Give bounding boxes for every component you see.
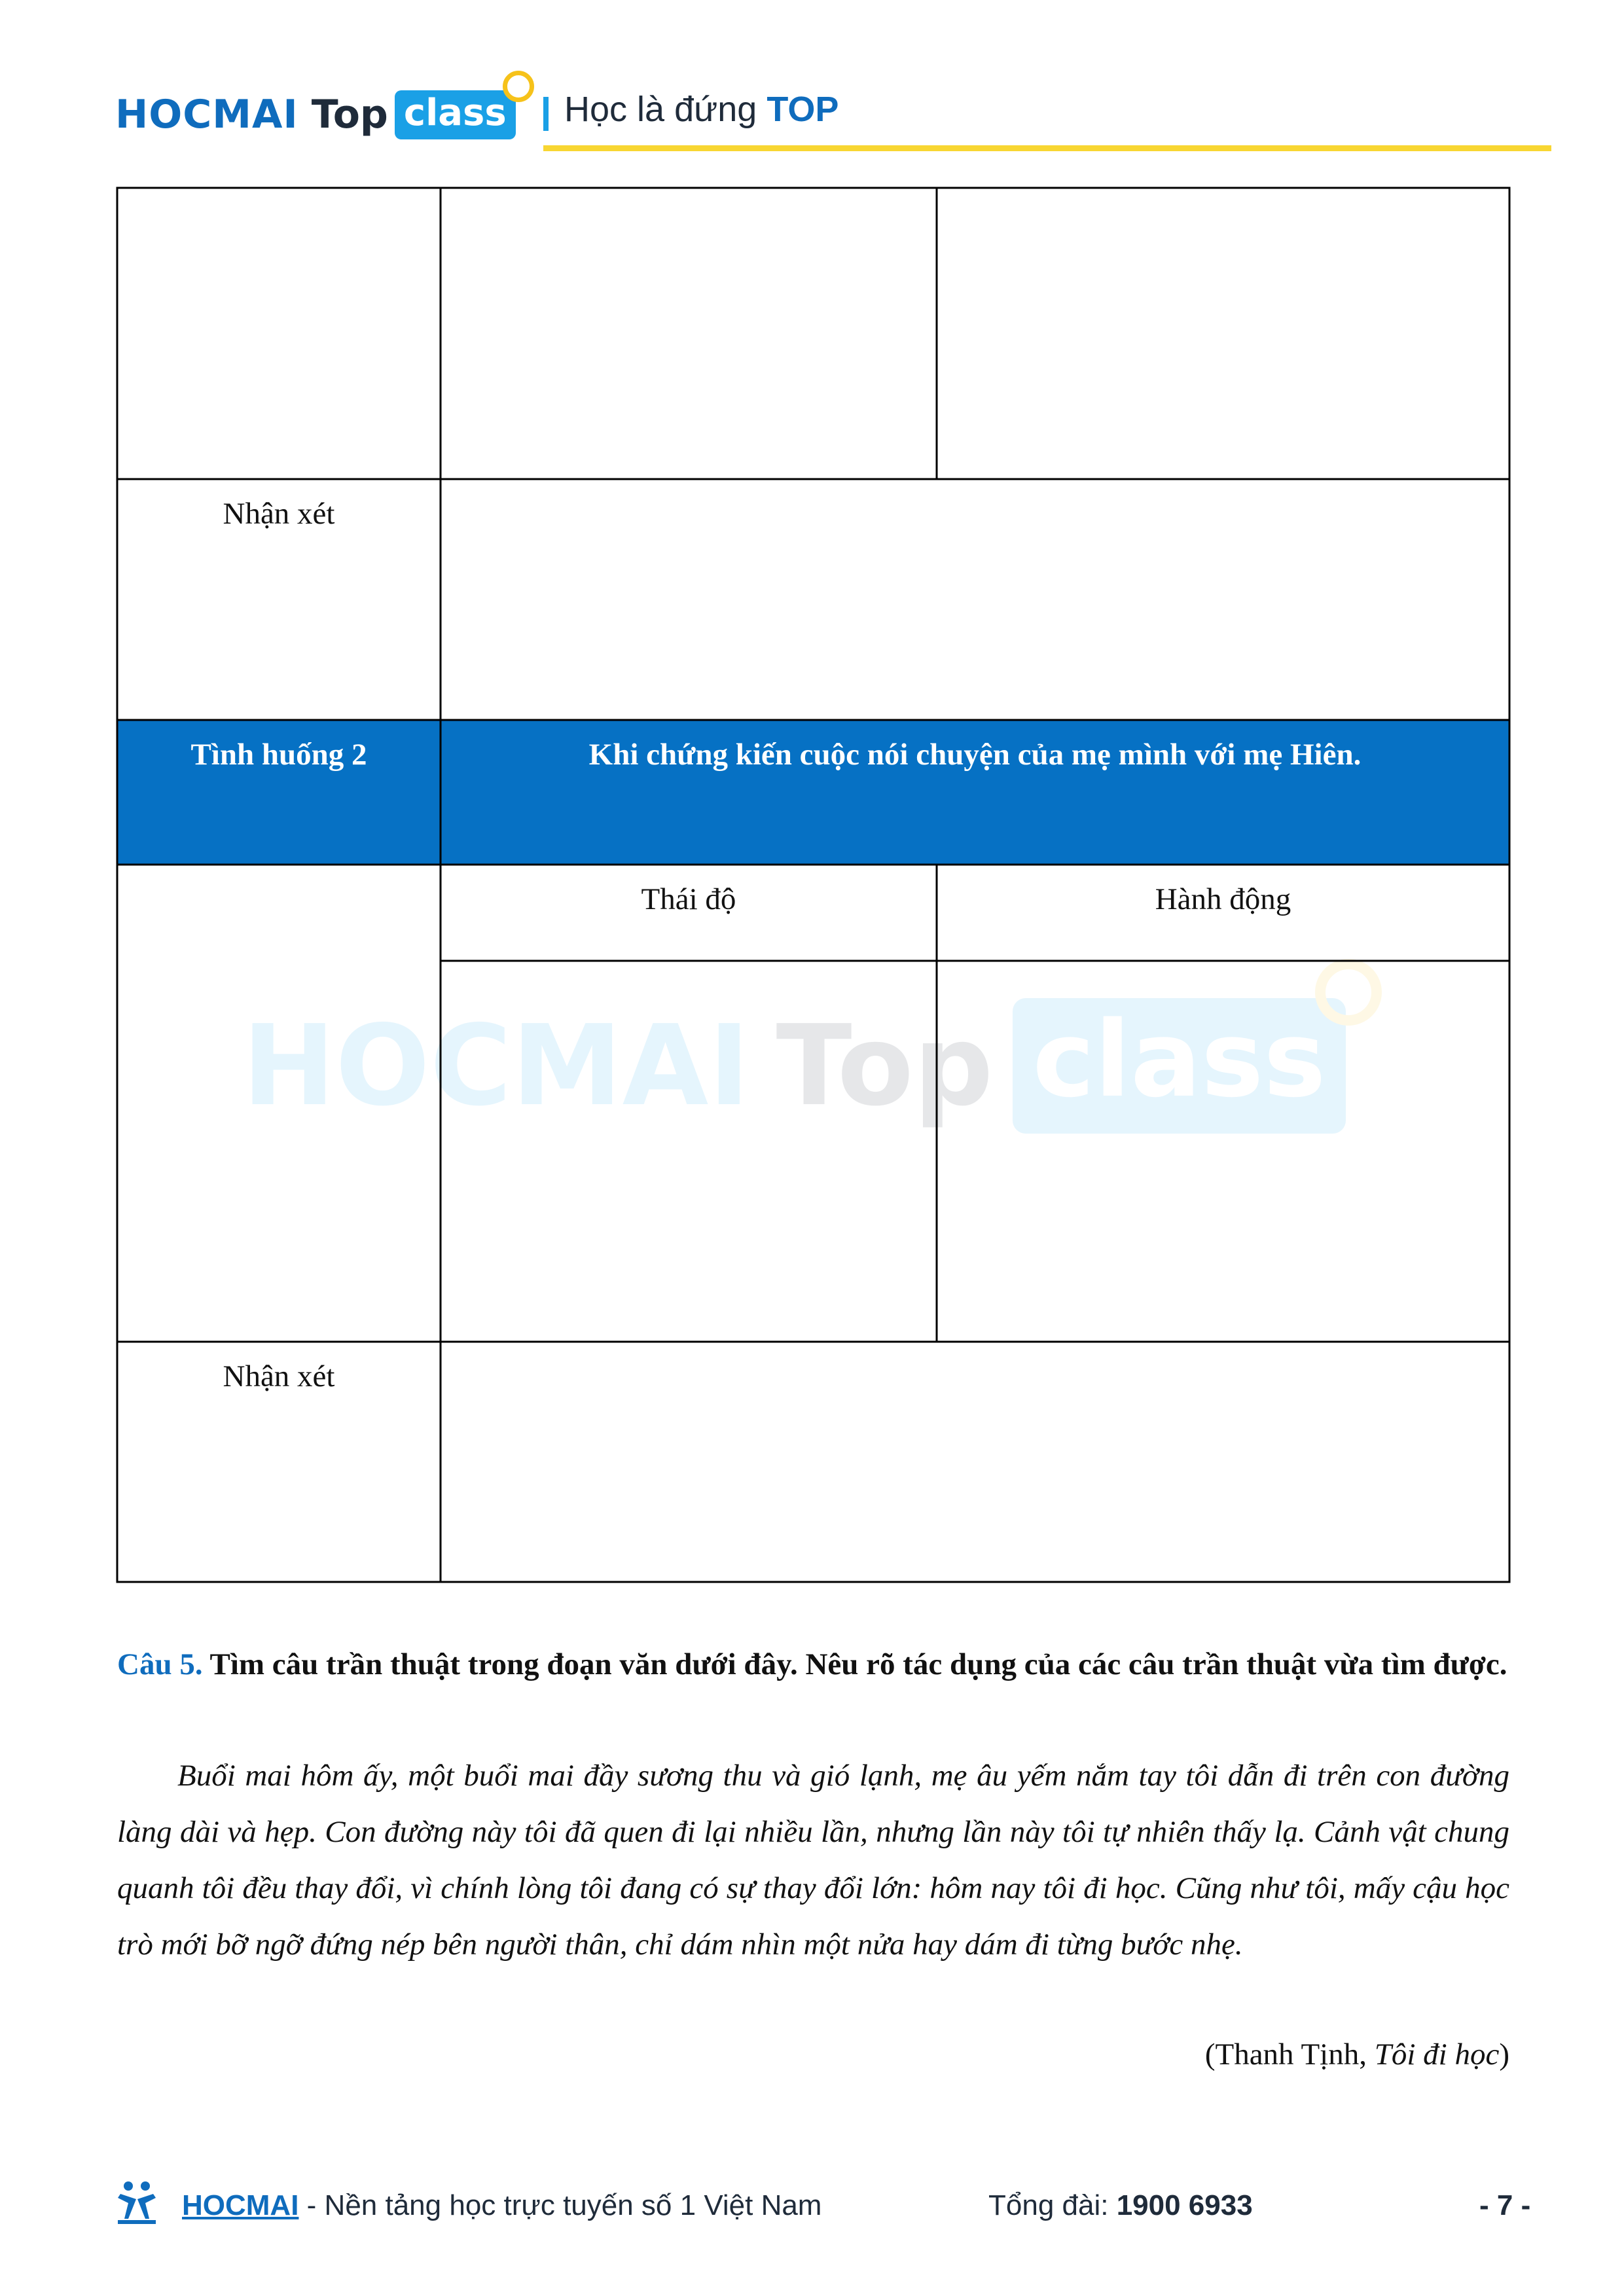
footer-hotline (988, 2189, 1253, 2222)
logo-hocmai-text: HOCMAI (115, 92, 298, 137)
hotline-label: Tổng đài: (988, 2189, 1117, 2221)
question-text: Tìm câu trần thuật trong đoạn văn dưới đây. Nêu rõ tác dụng của các câu trần thuật vừa tìm được. (202, 1647, 1507, 1681)
situation-text: Khi chứng kiến cuộc nói chuyện của mẹ mình với mẹ Hiên. (588, 738, 1362, 772)
passage-source (1205, 2037, 1509, 2072)
watermark-top: Top (776, 1001, 994, 1131)
question-label: Câu 5. (117, 1647, 203, 1681)
source-title: Tôi đi học (1374, 2037, 1500, 2072)
column-header-action: Hành động (1155, 882, 1291, 916)
footer-brand-link[interactable]: HOCMAI (182, 2189, 299, 2221)
hocmai-people-icon (115, 2179, 158, 2225)
header-slogan (564, 89, 839, 130)
logo-class-text: class (403, 91, 507, 134)
source-close: ) (1499, 2037, 1509, 2072)
watermark-class-badge (1013, 998, 1345, 1134)
watermark-gear-icon (1315, 959, 1382, 1026)
question-5 (117, 1636, 1509, 1693)
page-number: - 7 - (1479, 2189, 1531, 2221)
brand-logo (115, 79, 516, 151)
column-header-attitude: Thái độ (641, 882, 736, 916)
watermark-hocmai: HOCMAI (242, 1001, 750, 1131)
watermark (242, 998, 1346, 1134)
logo-top-text: Top (311, 92, 388, 137)
slogan-prefix: Học là đứng (564, 90, 767, 129)
quoted-passage: Buổi mai hôm ấy, một buổi mai đầy sương thu và gió lạnh, mẹ âu yếm nắm tay tôi dẫn đi trên con đường làng dài và hẹp. Con đường này tôi đã quen đi lại nhiều lần, nhưng lần này tôi tự nhiên thấy lạ. Cảnh vật chung quanh tôi đều thay đổi, vì chính lòng tôi đang có sự thay đổi lớn: hôm nay tôi đi học. Cũng như tôi, mấy cậu học trò mới bỡ ngỡ đứng nép bên người thân, chỉ dám nhìn một nửa hay dám đi từng bước nhẹ. (117, 1759, 1509, 1962)
hotline-number: 1900 6933 (1116, 2189, 1253, 2221)
footer-tagline (182, 2189, 821, 2222)
header-divider-bar (543, 97, 549, 131)
slogan-emphasis: TOP (767, 90, 839, 129)
source-open: (Thanh Tịnh, (1204, 2037, 1375, 2072)
row-label-comment-1: Nhận xét (223, 497, 335, 531)
watermark-class: class (1032, 998, 1326, 1121)
logo-class-badge (395, 90, 516, 139)
row-label-comment-2: Nhận xét (223, 1359, 335, 1393)
gear-icon (503, 71, 534, 102)
footer-tagline-text: - Nền tảng học trực tuyến số 1 Việt Nam (298, 2189, 822, 2221)
situation-label: Tình huống 2 (190, 738, 367, 772)
header-underline (543, 145, 1551, 151)
